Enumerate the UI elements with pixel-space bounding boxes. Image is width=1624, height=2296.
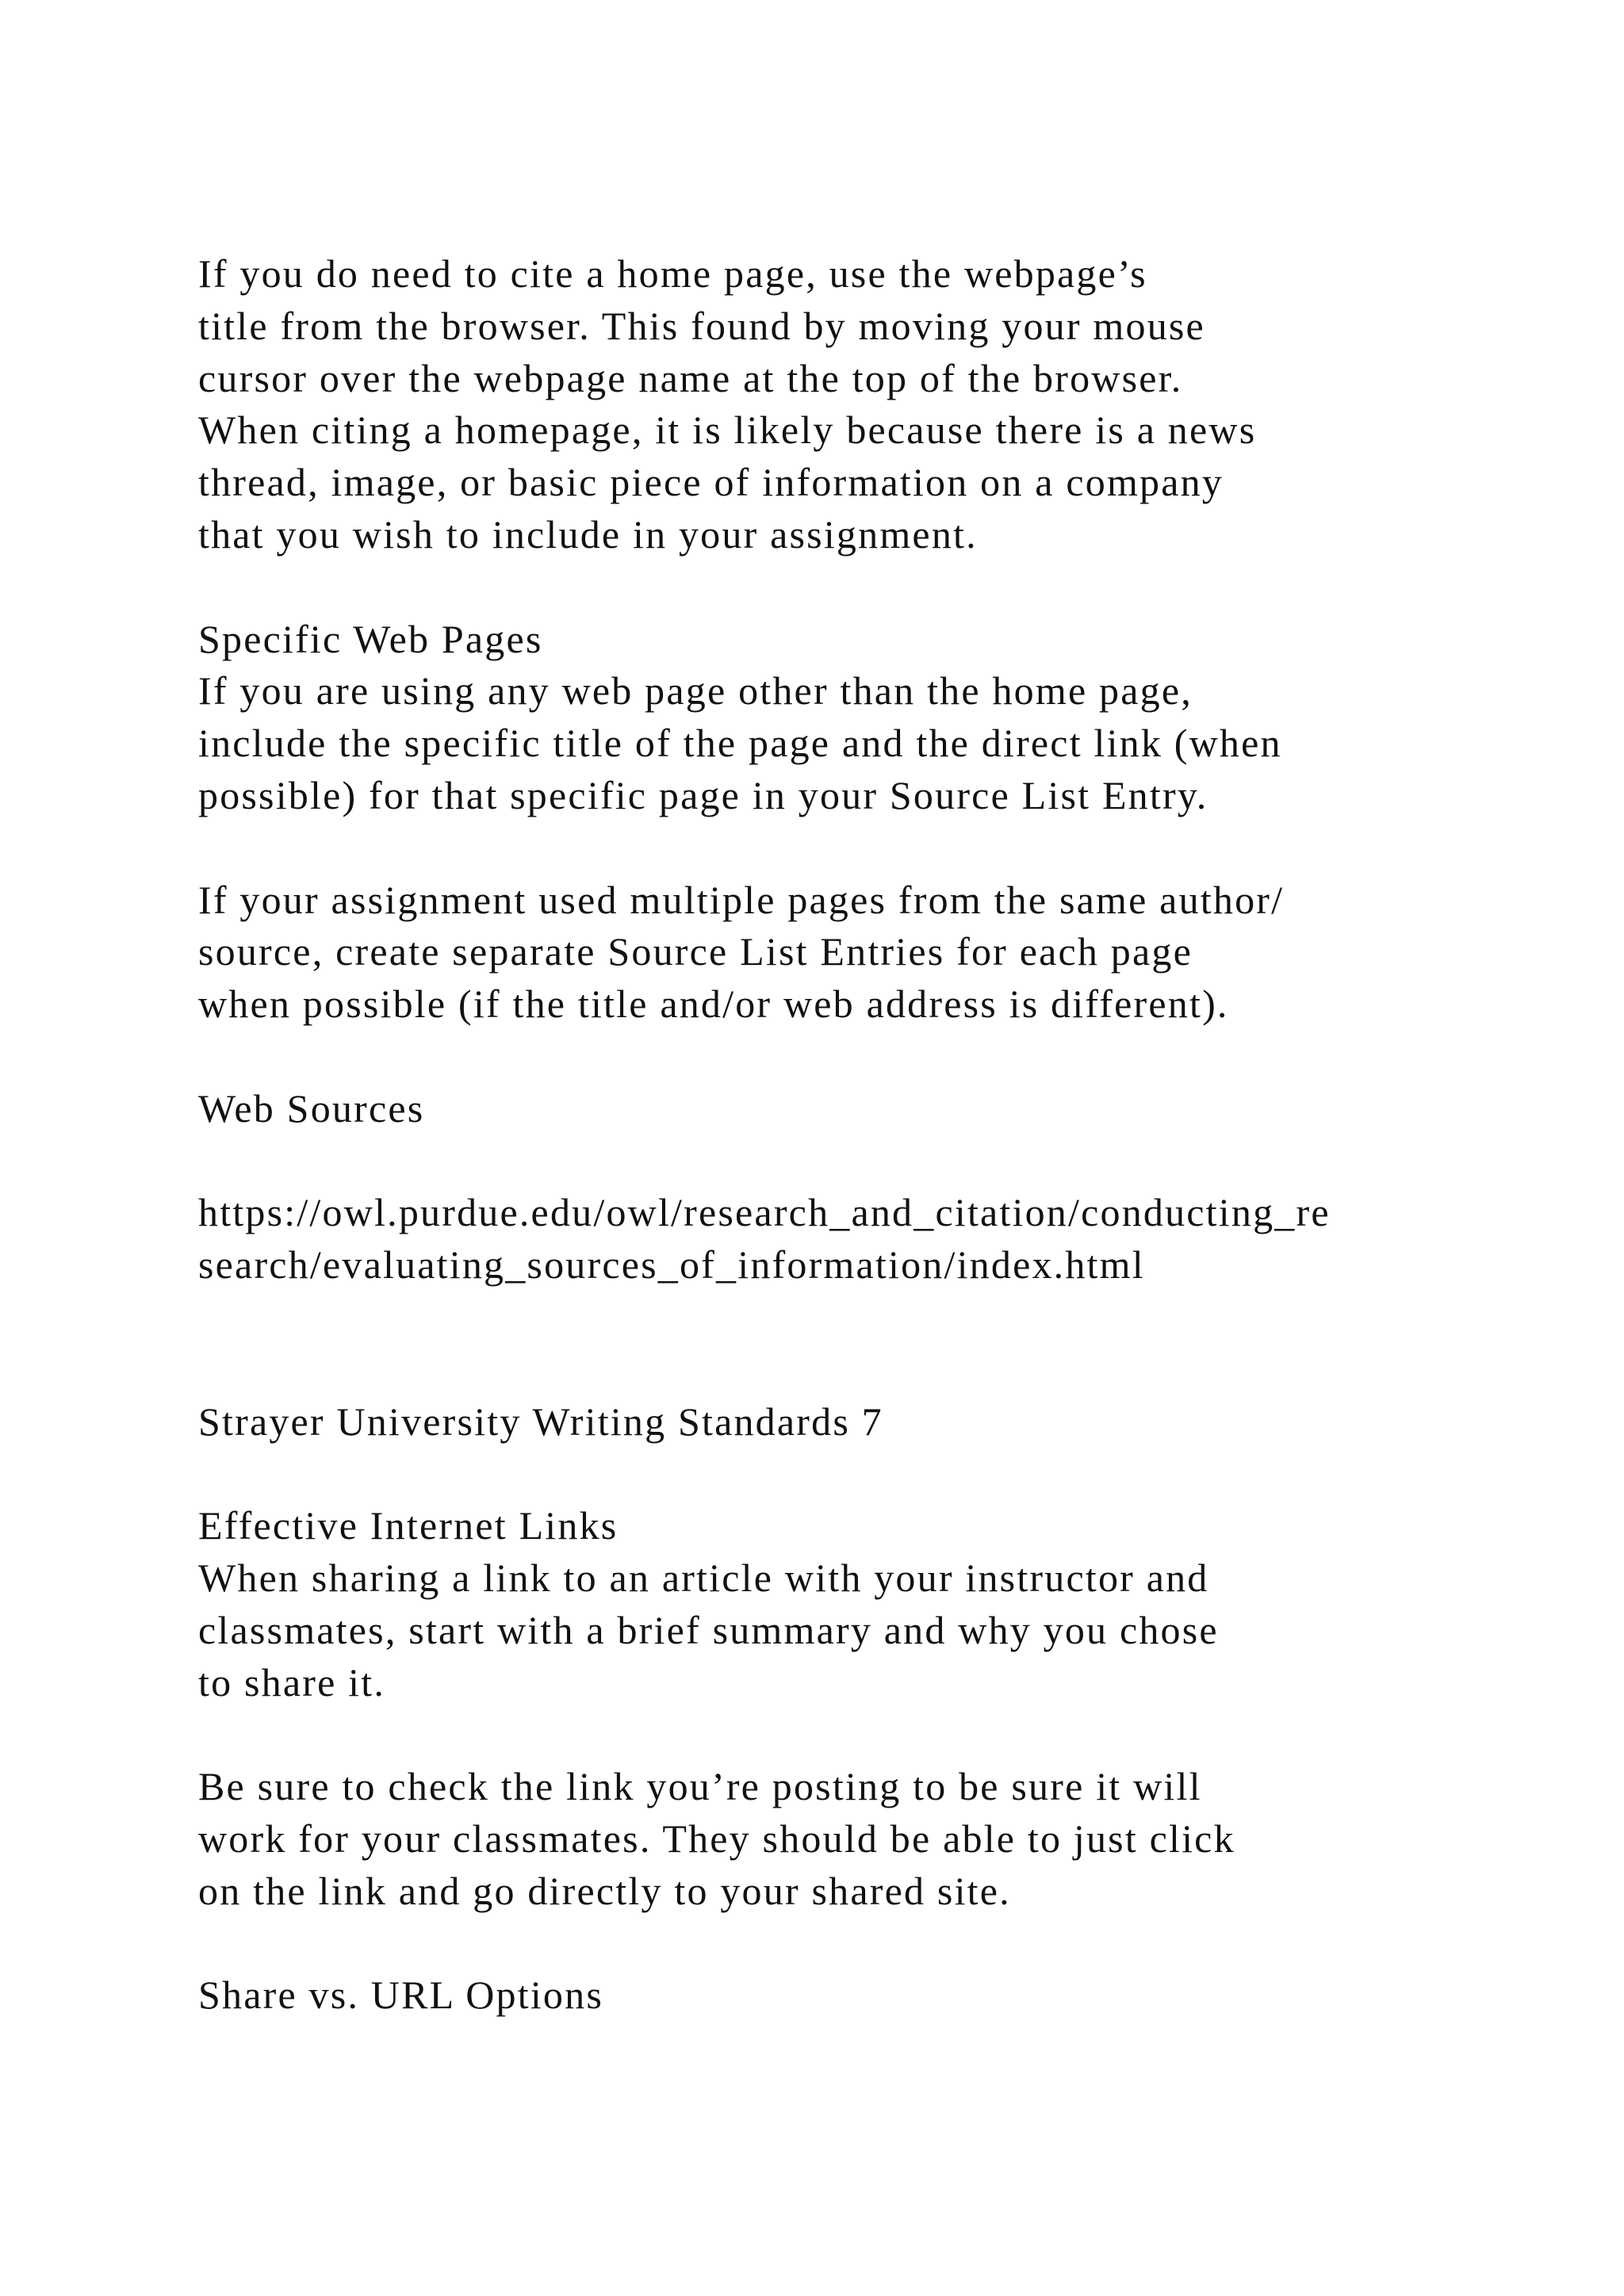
blank-line xyxy=(198,1292,1594,1344)
paragraph-line: to share it. xyxy=(198,1659,386,1705)
blank-line xyxy=(198,561,1594,614)
blank-line xyxy=(198,1031,1594,1083)
url-line: search/evaluating_sources_of_information/index.html xyxy=(198,1242,1145,1288)
paragraph-line: If your assignment used multiple pages from the same author/ xyxy=(198,877,1285,922)
section-heading: Share vs. URL Options xyxy=(198,1973,603,2018)
paragraph-line: title from the browser. This found by moving your mouse xyxy=(198,303,1205,348)
paragraph-line: thread, image, or basic piece of information on a company xyxy=(198,460,1224,505)
paragraph-line: when possible (if the title and/or web address is different). xyxy=(198,982,1229,1027)
paragraph-line: If you are using any web page other than the home page, xyxy=(198,668,1193,714)
paragraph-line: possible) for that specific page in your Source List Entry. xyxy=(198,772,1208,817)
section-heading: Web Sources xyxy=(198,1085,425,1131)
blank-line xyxy=(198,1709,1594,1761)
paragraph-line: If you do need to cite a home page, use the webpage’s xyxy=(198,251,1147,296)
paragraph-line: work for your classmates. They should be able to just click xyxy=(198,1816,1235,1861)
blank-line xyxy=(198,822,1594,874)
page-header: Strayer University Writing Standards 7 xyxy=(198,1399,883,1444)
paragraph-line: Be sure to check the link you’re posting to be sure it will xyxy=(198,1764,1202,1809)
blank-line xyxy=(198,1135,1594,1188)
blank-line xyxy=(198,1918,1594,1970)
section-heading: Specific Web Pages xyxy=(198,616,543,661)
paragraph-line: source, create separate Source List Entries for each page xyxy=(198,929,1193,974)
blank-line xyxy=(198,1448,1594,1500)
paragraph-line: include the specific title of the page and the direct link (when xyxy=(198,721,1282,766)
paragraph-line: When sharing a link to an article with your instructor and xyxy=(198,1555,1209,1600)
url-line: https://owl.purdue.edu/owl/research_and_citation/conducting_re xyxy=(198,1190,1331,1235)
document-body xyxy=(198,248,1594,2022)
section-heading: Effective Internet Links xyxy=(198,1503,619,1548)
paragraph-line: on the link and go directly to your shared site. xyxy=(198,1868,1011,1913)
paragraph-line: that you wish to include in your assignment. xyxy=(198,511,978,557)
blank-line xyxy=(198,1344,1594,1396)
paragraph-line: cursor over the webpage name at the top of the browser. xyxy=(198,355,1183,400)
paragraph-line: When citing a homepage, it is likely because there is a news xyxy=(198,408,1257,453)
paragraph-line: classmates, start with a brief summary and why you chose xyxy=(198,1607,1219,1652)
